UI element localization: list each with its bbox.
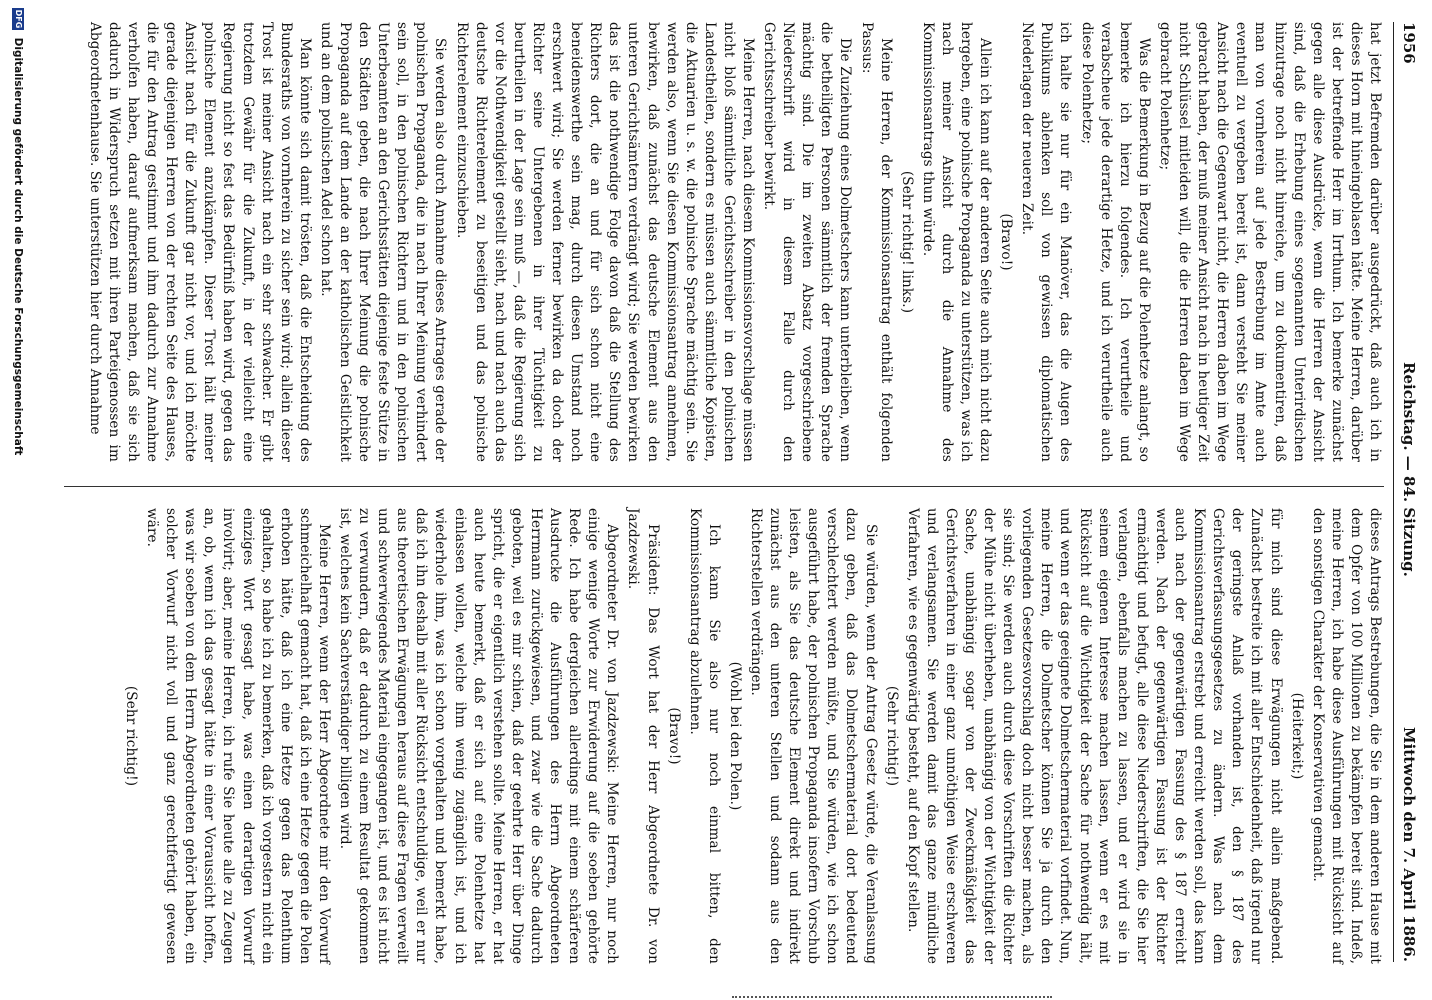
speaker-paragraph: Präsident: Das Wort hat der Herr Abgeordnete Dr. von Jazdzewski. xyxy=(625,508,661,964)
interjection: (Bravo!) xyxy=(998,213,1015,271)
dfg-logo: DFG xyxy=(14,9,23,29)
paragraph: Was die Bemerkung in Bezug auf die Polenhetze anlangt, so bemerke ich hierzu folgendes. Ich verurtheile und verabscheue jede derartige Hetze, und ich verurtheile auch diese Polenhetze; xyxy=(1078,22,1152,462)
footer-text: Digitalisierung gefördert durch die Deutsche Forschungsgemeinschaft xyxy=(12,37,24,456)
right-column xyxy=(68,508,1384,964)
paragraph: dieses Antrags Bestrebungen, die Sie in dem anderen Hause mit dem Opfer von 100 Millionen zu bekämpfen bereit sind. Indeß, meine Herren, ich habe diese Ausführungen mit Rücksicht auf den sonstigen Charakter der Konservativen gemacht. xyxy=(1309,508,1383,964)
paragraph: für mich sind diese Erwägungen nicht allein maßgebend. Zunächst bestreite ich mit aller Entschiedenheit, daß irgend nur der geringste Anlaß vorhanden ist, den § 187 des Gerichtsverfassungsgesetzes zu ändern. Was nach dem Kommissionsantrag erstrebt und erreicht werden soll, das kann auch nach der gegenwärtigen Fassung des § 187 erreicht werden. Nach der gegenwärtigen Fassung ist der Richter ermächtigt und befugt, alle diese Niederschriften, die Sie hier verlangen, ebenfalls machen zu lassen, und er wird sie in seinem eigenen Interesse machen lassen, wenn er es mit Rücksicht auf die Wichtigkeit der Sache für nothwendig hält, und wenn er das geeignete Dolmetschermaterial vorfindet. Nun, meine Herren, die Dolmetscher können Sie ja durch den vorliegenden Gesetzesvorschlag doch nicht besser machen, als sie sind; Sie werden auch durch diese Vorschriften die Richter der Mühe nicht überheben, unabhängig von der Wichtigkeit der Sache, unabhängig sogar von der Zweckmäßigkeit das Gerichtsverfahren in einer ganz unnöthigen Weise erschweren und verlangsamen. Sie werden damit das ganze mündliche Verfahren, wie es gegenwärtig besteht, auf den Kopf stellen. xyxy=(904,508,1284,964)
interjection: (Sehr richtig!) xyxy=(883,685,900,787)
paragraph: Sie würden, wenn der Antrag Gesetz würde, die Veranlassung dazu geben, daß das Dolmetschermaterial dort bedeutend verschlechtert werden müßte, und Sie würden, wie ich schon ausgeführt habe, der polnischen Propaganda insofern Vorschub leisten, als Sie das deutsche Element direkt und indirekt zunächst aus den unteren Stellen und sodann aus den Richterstellen verdrängen. xyxy=(748,508,879,964)
quoted-passage: Die Zuziehung eines Dolmetschers kann unterbleiben, wenn die betheiligten Personen sämmtlich der fremden Sprache mächtig sind. Die im zweiten Absatz vorgeschriebene Niederschrift wird in diesem Falle durch den Gerichtsschreiber bewirkt. xyxy=(761,22,854,462)
left-column xyxy=(68,22,1384,462)
interjection: (Wohl bei den Polen.) xyxy=(726,661,743,811)
paragraph: Allein ich kann auf der anderen Seite auch mich nicht dazu hergeben, eine polnische Propaganda zu unterstützen, was ich nach meiner Ansicht durch die Annahme des Kommissionsantrags thun würde. xyxy=(919,22,994,462)
header-title: Reichstag. — 84. Sitzung. xyxy=(1400,362,1418,577)
header-date: Mittwoch den 7. April 1886. xyxy=(1400,727,1418,962)
page-number: 1956 xyxy=(1400,22,1418,64)
paragraph: Meine Herren, nach diesem Kommissionsvorschlage müssen nicht bloß sämmtliche Gerichtsschreiber in den polnischen Landestheilen, sondern es müssen auch sämmtliche Kopisten, die Aktuarien u. s. w. die polnische Sprache mächtig sein. Sie werden also, wenn Sie diesen Kommissionsantrag annehmen, bewirken, daß zunächst das deutsche Element aus den unteren Gerichtsämtern verdrängt wird; Sie werden bewirken das ist die nothwendige Folge davon daß die Stellung des Richters dort, die an und für sich schon nicht eine beneidenswerthe sein mag, durch diesen Umstand noch erschwert wird; Sie werden ferner bewirken da doch der Richter seine Untergebenen in ihrer Tüchtigkeit zu beurtheilen in der Lage sein muß —, daß die Regierung sich vor die Nothwendigkeit gestellt sieht, nach und nach auch das deutsche Richterelement zu beseitigen und das polnische Richterelement einzuschieben. xyxy=(453,22,756,462)
paragraph: ich halte sie nur für ein Manöver, das die Augen des Publikums ablenken soll von gewissen diplomatischen Niederlagen der neueren Zeit. xyxy=(1019,22,1074,462)
paragraph: Ich kann Sie also nur noch einmal bitten, den Kommissionsantrag abzulehnen. xyxy=(686,508,722,964)
page-header xyxy=(1393,22,1422,962)
interjection: (Bravo!) xyxy=(665,707,682,765)
scan-artifact xyxy=(732,990,1052,998)
paragraph: Man könnte sich damit trösten, daß die Entscheidung des Bundesraths von vornherein zu sicher sein wird; allein dieser Trost ist meiner Ansicht nach ein sehr schwacher. Er gibt trotzdem Gewähr für die Zukunft, in der vielleicht eine Regierung nicht so fest das Bedürfniß haben wird, gegen das polnische Element anzukämpfen. Dieser Trost hält meiner Ansicht nach für die Zukunft gar nicht vor, und ich möchte gerade diejenigen Herren von der rechten Seite des Hauses, die für den Antrag gestimmt und ihm dadurch zur Annahme verholfen haben, darauf aufmerksam machen, daß sie sich dadurch in Widerspruch setzen mit ihren Parteigenossen im Abgeordnetenhause. Sie unterstützen hier durch Annahme xyxy=(86,22,313,462)
interjection: (Sehr richtig!) xyxy=(123,685,139,787)
column-divider xyxy=(64,486,1384,487)
interjection: (Sehr richtig! links.) xyxy=(898,170,915,314)
paragraph: Meine Herren, der Kommissionsantrag enthält folgenden Passus: xyxy=(858,22,894,462)
paragraph: Meine Herren, wenn der Herr Abgeordnete mir den Vorwurf schmeichelhaft gemacht hat, daß ich eine Hetze gegen die Polen erhoben hätte, daß ich eine Hetze gegen das Polenthum gehalten, so habe ich zu bemerken, daß ich vorgestern nicht ein einziges Wort gesagt habe, was einen derartigen Vorwurf involvirt; aber, meine Herren, ich rufe Sie heute alle zu Zeugen an, ob, wenn ich das gesagt hätte in einer Voraussicht hoffen, was wir soeben von dem Herrn Abgeordneten gehört haben, ein solcher Vorwurf nicht voll und ganz gerechtfertigt gewesen wäre. xyxy=(144,508,332,964)
paragraph: hat jetzt Befremden darüber ausgedrückt, daß auch ich in dieses Horn mit hineingeblasen hätte. Meine Herren, darüber ist der betreffende Herr im Irrthum. Ich bemerke zunächst gegen alle diese Ausdrücke, wenn die Herren der Ansicht sind, daß die Erhebung eines sogenannten Unterirdischen hinzutrage noch nicht hinreiche, um zu dokumentiren, daß man von vornherein auf jede Bestrebung im Amte auch eventuell zu vergeben bereit ist, dann versteht Sie meiner Ansicht nach die Gegenwart nicht, die Herren daben im Wege gebracht haben, der muß meiner Ansicht nach in heutiger Zeit nicht Schlüssel mitleiden will, die die Herren daben im Wege gebracht Polenhetze; xyxy=(1156,22,1383,462)
speaker-paragraph: Abgeordneter Dr. von Jazdzewski: Meine Herren, nur noch einige wenige Worte zur Erwiderung auf die soeben gehörte Rede. Ich habe dergleichen allerdings mit einem schärferen Ausdrucke die Ausführungen des Herrn Abgeordneten Herrmann zurückgewiesen, und zwar wie die Sache dadurch geboten, weil es mir schien, daß der geehrte Herr über Dinge spricht, die er eigentlich verstehen sollte. Meine Herren, er hat auch heute bemerkt, daß er sich auf eine Polenhetze hat einlassen wollen, welche ihm wenig zugänglich ist, und ich wiederhole ihm, was ich schon vorgehalten und bemerkt habe, daß ich ihn deshalb mit aller Rücksicht entschuldige, weil er nur aus theoretischen Erwägungen heraus auf diese Fragen verweilt und schwerwiegendes Material eingegangen ist, und es ist nicht zu verwundern, daß er dadurch zu einem Resultat gekommen ist, welches kein Sachverständiger billigen wird. xyxy=(337,508,621,964)
interjection: (Heiterkeit;) xyxy=(1288,692,1305,780)
digitization-footer xyxy=(4,8,24,992)
paragraph: Sie werden also durch Annahme dieses Antrages gerade der polnischen Propaganda, die in nach Ihrer Meinung verhindert sein soll, in den polnischen Richtern und in den polnischen Unterbeamten an den Gerichtsstätten diejenige feste Stütze in den Städten geben, die nach Ihrer Meinung die polnische Propaganda auf dem Lande an der katholischen Geistlichkeit und an dem polnischen Adel schon hat. xyxy=(317,22,449,462)
